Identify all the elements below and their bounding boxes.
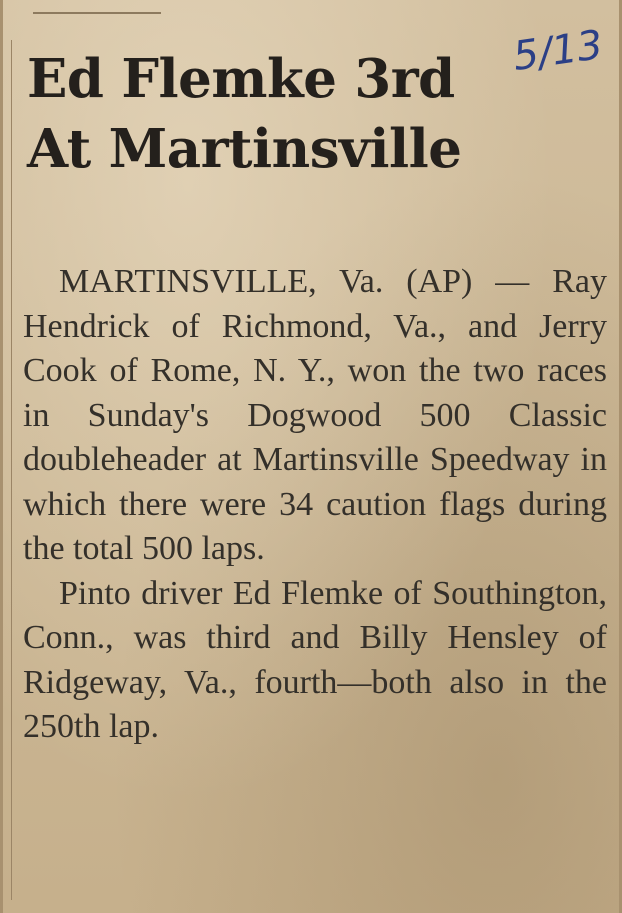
headline-line-2: At Martinsville — [27, 118, 462, 180]
article-paragraph-2: Pinto driver Ed Flemke of Southington, Conn., was third and Billy Hensley of Ridgeway, Va., fourth—both also in the 250th lap. — [23, 574, 607, 745]
top-rule — [33, 12, 161, 14]
column-rule — [11, 40, 12, 900]
headline — [27, 44, 461, 184]
headline-line-1: Ed Flemke 3rd — [27, 48, 455, 110]
article-body — [23, 260, 607, 750]
article-paragraph-1: MARTINSVILLE, Va. (AP) — Ray Hendrick of Richmond, Va., and Jerry Cook of Rome, N. Y., won the two races in Sunday's Dogwood 500 Classic doubleheader at Martinsville Speedway in which there were 34 caution flags during the total 500 laps. — [23, 263, 607, 567]
handwritten-date: 5/13 — [510, 21, 606, 81]
